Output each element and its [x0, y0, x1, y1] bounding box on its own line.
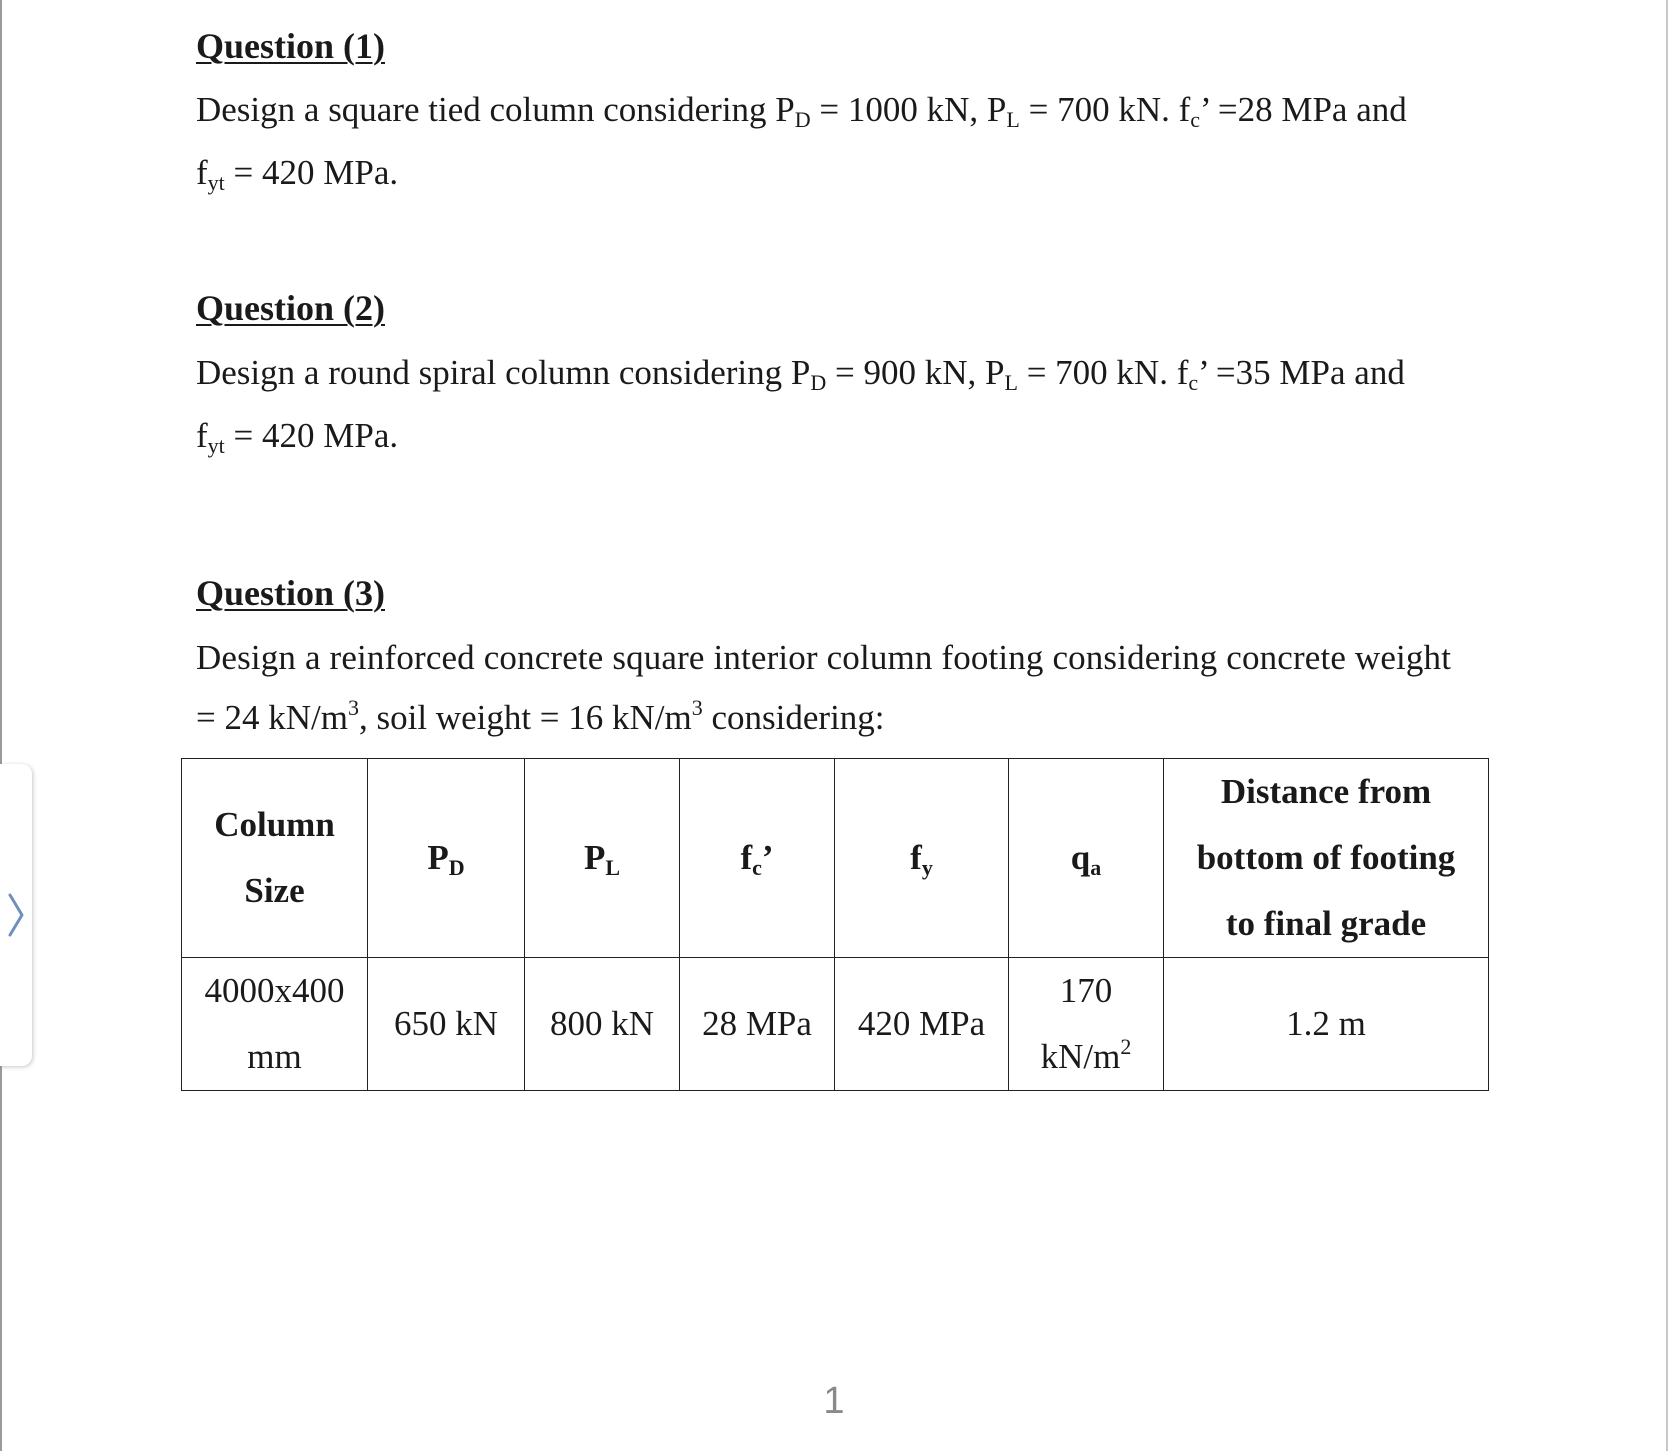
cell-qa: 170 $kN/m^2$: [1009, 958, 1164, 1091]
cell-pd: 650 kN: [368, 958, 525, 1091]
header-qa: $q_a$: [1009, 759, 1164, 958]
question-3-title: Question (3): [196, 573, 385, 613]
question-1-line-1: Design a square tied column considering $P_D = 1000$ kN, $P_L = 700$ kN. $f_c$’ =28 MPa and: [196, 90, 1407, 132]
header-fy: $f_y$: [835, 759, 1009, 958]
footing-data-table: [181, 758, 1489, 1091]
chevron-right-icon: [6, 892, 26, 938]
header-pd: $P_D$: [368, 759, 525, 958]
question-2-title: Question (2): [196, 288, 385, 328]
cell-distance: 1.2 m: [1164, 958, 1489, 1091]
header-fc: $f_c$’: [680, 759, 835, 958]
cell-pl: 800 kN: [525, 958, 680, 1091]
question-3-line-2: = 24 $kN/m^3$, soil weight = 16 $kN/m^3$ considering:: [196, 695, 885, 737]
question-1-title: Question (1): [196, 26, 385, 66]
question-2-line-1: Design a round spiral column considering $P_D = 900$ kN, $P_L = 700$ kN. $f_c$’ =35 MPa and: [196, 353, 1405, 395]
table-header-row: [182, 759, 1489, 958]
sidebar-toggle-button[interactable]: [0, 764, 32, 1066]
cell-column-size: 4000x400 mm: [182, 958, 368, 1091]
cell-fy: 420 MPa: [835, 958, 1009, 1091]
header-pl: $P_L$: [525, 759, 680, 958]
question-2-line-2: $f_{yt} = 420$ MPa.: [196, 416, 399, 458]
question-3-line-1: Design a reinforced concrete square interior column footing considering concrete weight: [196, 638, 1452, 677]
header-column-size: Column Size: [182, 759, 368, 958]
cell-fc: 28 MPa: [680, 958, 835, 1091]
page-number: 1: [823, 1380, 845, 1422]
table-row: [182, 958, 1489, 1091]
question-1-line-2: $f_{yt} = 420$ MPa.: [196, 153, 399, 195]
header-distance: Distance from bottom of footing to final grade: [1164, 759, 1489, 958]
page-left-border: [0, 0, 2, 1451]
